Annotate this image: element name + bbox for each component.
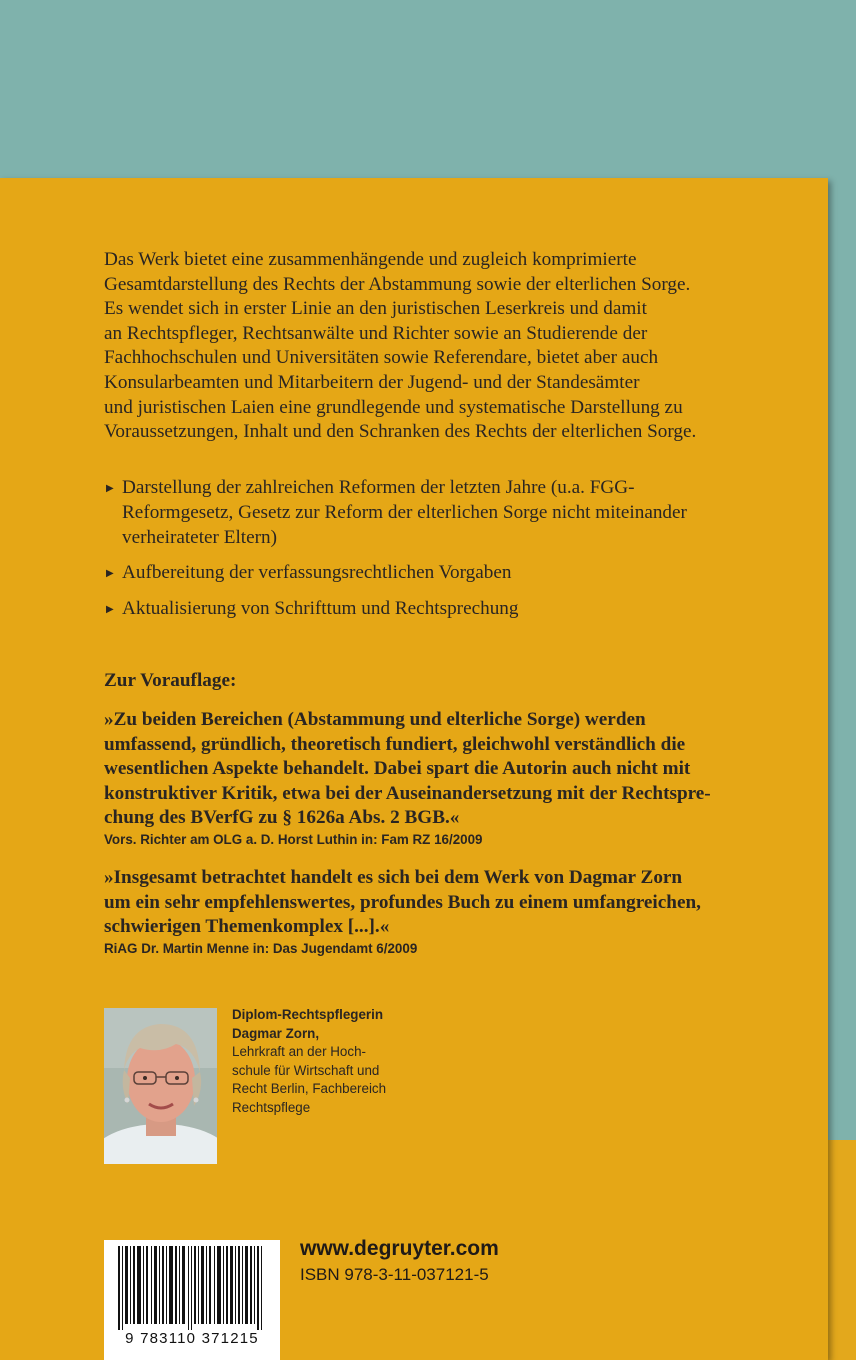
feature-line: Reformgesetz, Gesetz zur Reform der elterlichen Sorge nicht miteinander bbox=[122, 501, 687, 523]
quote-line: konstruktiver Kritik, etwa bei der Auseinandersetzung mit der Rechtspre- bbox=[104, 782, 711, 804]
author-title: Diplom-Rechtspflegerin bbox=[232, 1007, 384, 1022]
feature-line: Darstellung der zahlreichen Reformen der letzten Jahre (u.a. FGG- bbox=[122, 477, 635, 498]
isbn-text: ISBN 978-3-11-037121-5 bbox=[300, 1265, 489, 1284]
isbn-barcode bbox=[104, 1240, 280, 1360]
previous-edition-heading: Zur Vorauflage: bbox=[104, 670, 237, 691]
author-photo bbox=[104, 1008, 217, 1164]
quote-line: wesentlichen Aspekte behandelt. Dabei spart die Autorin auch nicht mit bbox=[104, 758, 691, 780]
feature-line: verheirateter Eltern) bbox=[122, 526, 277, 548]
intro-line: Gesamtdarstellung des Rechts der Abstammung sowie der elterlichen Sorge. bbox=[104, 273, 691, 295]
review-quote-1 bbox=[104, 708, 744, 849]
feature-line: Aktualisierung von Schrifttum und Rechtsprechung bbox=[122, 598, 519, 620]
cover-edge-strip bbox=[828, 1140, 856, 1360]
quote-source: Vors. Richter am OLG a. D. Horst Luthin in: Fam RZ 16/2009 bbox=[104, 831, 483, 847]
feature-item bbox=[104, 561, 784, 586]
back-cover bbox=[0, 178, 828, 1360]
author-bio bbox=[232, 1006, 432, 1118]
intro-text bbox=[104, 248, 794, 445]
intro-line: an Rechtspfleger, Rechtsanwälte und Richter sowie an Studierende der bbox=[104, 322, 648, 344]
feature-item bbox=[104, 597, 784, 622]
quote-line: umfassend, gründlich, theoretisch fundiert, gleichwohl verständlich die bbox=[104, 733, 686, 755]
feature-list bbox=[104, 476, 784, 633]
intro-line: Das Werk bietet eine zusammenhängende und zugleich komprimierte bbox=[104, 249, 637, 270]
intro-line: Es wendet sich in erster Linie an den juristischen Leserkreis und damit bbox=[104, 298, 647, 320]
feature-item bbox=[104, 476, 784, 550]
quote-line: »Zu beiden Bereichen (Abstammung und elterliche Sorge) werden bbox=[104, 709, 646, 730]
author-portrait-image bbox=[104, 1008, 217, 1164]
quote-line: chung des BVerfG zu § 1626a Abs. 2 BGB.« bbox=[104, 807, 460, 829]
barcode-number: 9 783110 371215 bbox=[125, 1330, 259, 1347]
intro-line: Konsularbeamten und Mitarbeitern der Jugend- und der Standesämter bbox=[104, 371, 640, 393]
author-bio-line: Rechtspflege bbox=[232, 1099, 311, 1115]
author-bio-line: schule für Wirtschaft und bbox=[232, 1062, 380, 1078]
quote-line: um ein sehr empfehlenswertes, profundes Buch zu einem umfangreichen, bbox=[104, 891, 701, 913]
author-bio-line: Recht Berlin, Fachbereich bbox=[232, 1081, 387, 1097]
quote-line: schwierigen Themenkomplex [...].« bbox=[104, 916, 390, 938]
barcode-bars bbox=[104, 1240, 280, 1330]
feature-line: Aufbereitung der verfassungsrechtlichen Vorgaben bbox=[122, 562, 512, 584]
quote-source: RiAG Dr. Martin Menne in: Das Jugendamt 6/2009 bbox=[104, 940, 418, 956]
publisher-url: www.degruyter.com bbox=[300, 1237, 499, 1260]
quote-line: »Insgesamt betrachtet handelt es sich bei dem Werk von Dagmar Zorn bbox=[104, 867, 683, 888]
triangle-bullet-icon: ▶ bbox=[106, 568, 114, 580]
intro-line: Voraussetzungen, Inhalt und den Schranken des Rechts der elterlichen Sorge. bbox=[104, 421, 697, 443]
publisher-info bbox=[300, 1236, 499, 1286]
author-name: Dagmar Zorn, bbox=[232, 1025, 320, 1041]
triangle-bullet-icon: ▶ bbox=[106, 483, 114, 494]
author-bio-line: Lehrkraft an der Hoch- bbox=[232, 1044, 366, 1060]
triangle-bullet-icon: ▶ bbox=[106, 604, 114, 616]
intro-line: Fachhochschulen und Universitäten sowie Referendare, bietet aber auch bbox=[104, 347, 659, 369]
intro-line: und juristischen Laien eine grundlegende und systematische Darstellung zu bbox=[104, 396, 683, 418]
review-quote-2 bbox=[104, 866, 744, 958]
